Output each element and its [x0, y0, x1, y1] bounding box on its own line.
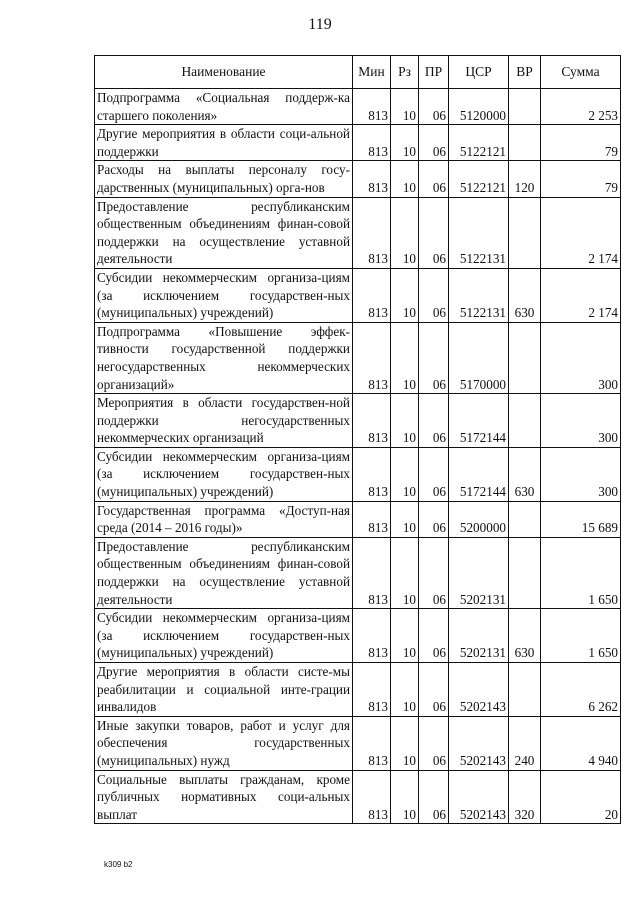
cell-name: Иные закупки товаров, работ и услуг для обеспечения государственных (муниципальных) нужд	[95, 716, 353, 770]
cell-rz: 10	[391, 322, 419, 393]
cell-csr: 5202143	[449, 716, 509, 770]
cell-sum: 20	[541, 770, 621, 824]
cell-min: 813	[353, 447, 391, 501]
table-row	[95, 447, 621, 501]
cell-pr: 06	[419, 268, 449, 322]
cell-name: Другие мероприятия в области систе-мы реабилитации и социальной инте-грации инвалидов	[95, 663, 353, 717]
cell-vr	[509, 322, 541, 393]
cell-min: 813	[353, 716, 391, 770]
cell-rz: 10	[391, 537, 419, 608]
cell-csr: 5170000	[449, 322, 509, 393]
cell-csr: 5202131	[449, 537, 509, 608]
cell-sum: 1 650	[541, 537, 621, 608]
table-row	[95, 322, 621, 393]
cell-pr: 06	[419, 394, 449, 448]
cell-name: Социальные выплаты гражданам, кроме публичных нормативных соци-альных выплат	[95, 770, 353, 824]
cell-vr: 630	[509, 609, 541, 663]
cell-vr	[509, 394, 541, 448]
table-body	[95, 89, 621, 824]
cell-name: Подпрограмма «Повышение эффек-тивности государственной поддержки негосударственных некоммерческих организаций»	[95, 322, 353, 393]
column-header-name: Наименование	[95, 56, 353, 89]
cell-rz: 10	[391, 125, 419, 161]
cell-sum: 4 940	[541, 716, 621, 770]
cell-vr: 320	[509, 770, 541, 824]
cell-csr: 5120000	[449, 89, 509, 125]
page-number: 119	[308, 16, 332, 33]
column-header-sum: Сумма	[541, 56, 621, 89]
cell-name: Предоставление республиканским общественным объединениям финан-совой поддержки на осуществление уставной деятельности	[95, 537, 353, 608]
cell-csr: 5202143	[449, 663, 509, 717]
table-row	[95, 161, 621, 197]
cell-vr: 120	[509, 161, 541, 197]
cell-vr	[509, 89, 541, 125]
cell-name: Подпрограмма «Социальная поддерж-ка старшего поколения»	[95, 89, 353, 125]
cell-min: 813	[353, 322, 391, 393]
cell-rz: 10	[391, 161, 419, 197]
cell-name: Предоставление республиканским общественным объединениям финан-совой поддержки на осуществление уставной деятельности	[95, 197, 353, 268]
cell-sum: 1 650	[541, 609, 621, 663]
cell-rz: 10	[391, 268, 419, 322]
cell-pr: 06	[419, 663, 449, 717]
cell-pr: 06	[419, 770, 449, 824]
cell-min: 813	[353, 501, 391, 537]
table-header-row	[95, 56, 621, 89]
cell-name: Субсидии некоммерческим организа-циям (за исключением государствен-ных (муниципальных) учреждений)	[95, 609, 353, 663]
cell-csr: 5172144	[449, 447, 509, 501]
cell-min: 813	[353, 770, 391, 824]
footer-code: k309 b2	[104, 860, 133, 869]
cell-pr: 06	[419, 89, 449, 125]
table-row	[95, 609, 621, 663]
cell-pr: 06	[419, 447, 449, 501]
cell-name: Государственная программа «Доступ-ная среда (2014 – 2016 годы)»	[95, 501, 353, 537]
cell-min: 813	[353, 268, 391, 322]
cell-pr: 06	[419, 197, 449, 268]
cell-vr: 630	[509, 447, 541, 501]
cell-rz: 10	[391, 197, 419, 268]
column-header-rz: Рз	[391, 56, 419, 89]
cell-csr: 5122121	[449, 125, 509, 161]
cell-name: Мероприятия в области государствен-ной поддержки негосударственных некоммерческих организаций	[95, 394, 353, 448]
cell-pr: 06	[419, 609, 449, 663]
cell-rz: 10	[391, 609, 419, 663]
cell-vr	[509, 501, 541, 537]
cell-sum: 2 174	[541, 268, 621, 322]
cell-csr: 5122131	[449, 197, 509, 268]
cell-vr: 630	[509, 268, 541, 322]
cell-rz: 10	[391, 663, 419, 717]
cell-vr: 240	[509, 716, 541, 770]
cell-name: Субсидии некоммерческим организа-циям (за исключением государствен-ных (муниципальных) учреждений)	[95, 268, 353, 322]
cell-sum: 2 253	[541, 89, 621, 125]
cell-name: Субсидии некоммерческим организа-циям (за исключением государствен-ных (муниципальных) учреждений)	[95, 447, 353, 501]
column-header-pr: ПР	[419, 56, 449, 89]
table-row	[95, 770, 621, 824]
cell-min: 813	[353, 663, 391, 717]
cell-sum: 6 262	[541, 663, 621, 717]
cell-min: 813	[353, 161, 391, 197]
table-row	[95, 501, 621, 537]
cell-sum: 15 689	[541, 501, 621, 537]
cell-sum: 300	[541, 447, 621, 501]
cell-vr	[509, 537, 541, 608]
cell-csr: 5172144	[449, 394, 509, 448]
cell-rz: 10	[391, 501, 419, 537]
cell-pr: 06	[419, 501, 449, 537]
cell-rz: 10	[391, 770, 419, 824]
cell-sum: 2 174	[541, 197, 621, 268]
table-row	[95, 716, 621, 770]
cell-vr	[509, 663, 541, 717]
column-header-min: Мин	[353, 56, 391, 89]
cell-min: 813	[353, 197, 391, 268]
table-row	[95, 394, 621, 448]
table-row	[95, 125, 621, 161]
table-row	[95, 663, 621, 717]
table-row	[95, 197, 621, 268]
cell-pr: 06	[419, 322, 449, 393]
cell-pr: 06	[419, 716, 449, 770]
cell-sum: 300	[541, 322, 621, 393]
cell-min: 813	[353, 125, 391, 161]
cell-sum: 300	[541, 394, 621, 448]
cell-rz: 10	[391, 447, 419, 501]
cell-min: 813	[353, 537, 391, 608]
cell-csr: 5122121	[449, 161, 509, 197]
cell-vr	[509, 197, 541, 268]
cell-rz: 10	[391, 716, 419, 770]
table-row	[95, 537, 621, 608]
cell-pr: 06	[419, 125, 449, 161]
cell-csr: 5202131	[449, 609, 509, 663]
table-row	[95, 268, 621, 322]
cell-sum: 79	[541, 161, 621, 197]
cell-rz: 10	[391, 394, 419, 448]
cell-name: Другие мероприятия в области соци-альной поддержки	[95, 125, 353, 161]
cell-rz: 10	[391, 89, 419, 125]
cell-sum: 79	[541, 125, 621, 161]
cell-vr	[509, 125, 541, 161]
cell-min: 813	[353, 89, 391, 125]
budget-table	[94, 55, 621, 824]
column-header-csr: ЦСР	[449, 56, 509, 89]
cell-csr: 5122131	[449, 268, 509, 322]
cell-name: Расходы на выплаты персоналу госу-дарственных (муниципальных) орга-нов	[95, 161, 353, 197]
cell-csr: 5202143	[449, 770, 509, 824]
cell-csr: 5200000	[449, 501, 509, 537]
cell-pr: 06	[419, 161, 449, 197]
cell-min: 813	[353, 394, 391, 448]
cell-min: 813	[353, 609, 391, 663]
column-header-vr: ВР	[509, 56, 541, 89]
table-row	[95, 89, 621, 125]
cell-pr: 06	[419, 537, 449, 608]
